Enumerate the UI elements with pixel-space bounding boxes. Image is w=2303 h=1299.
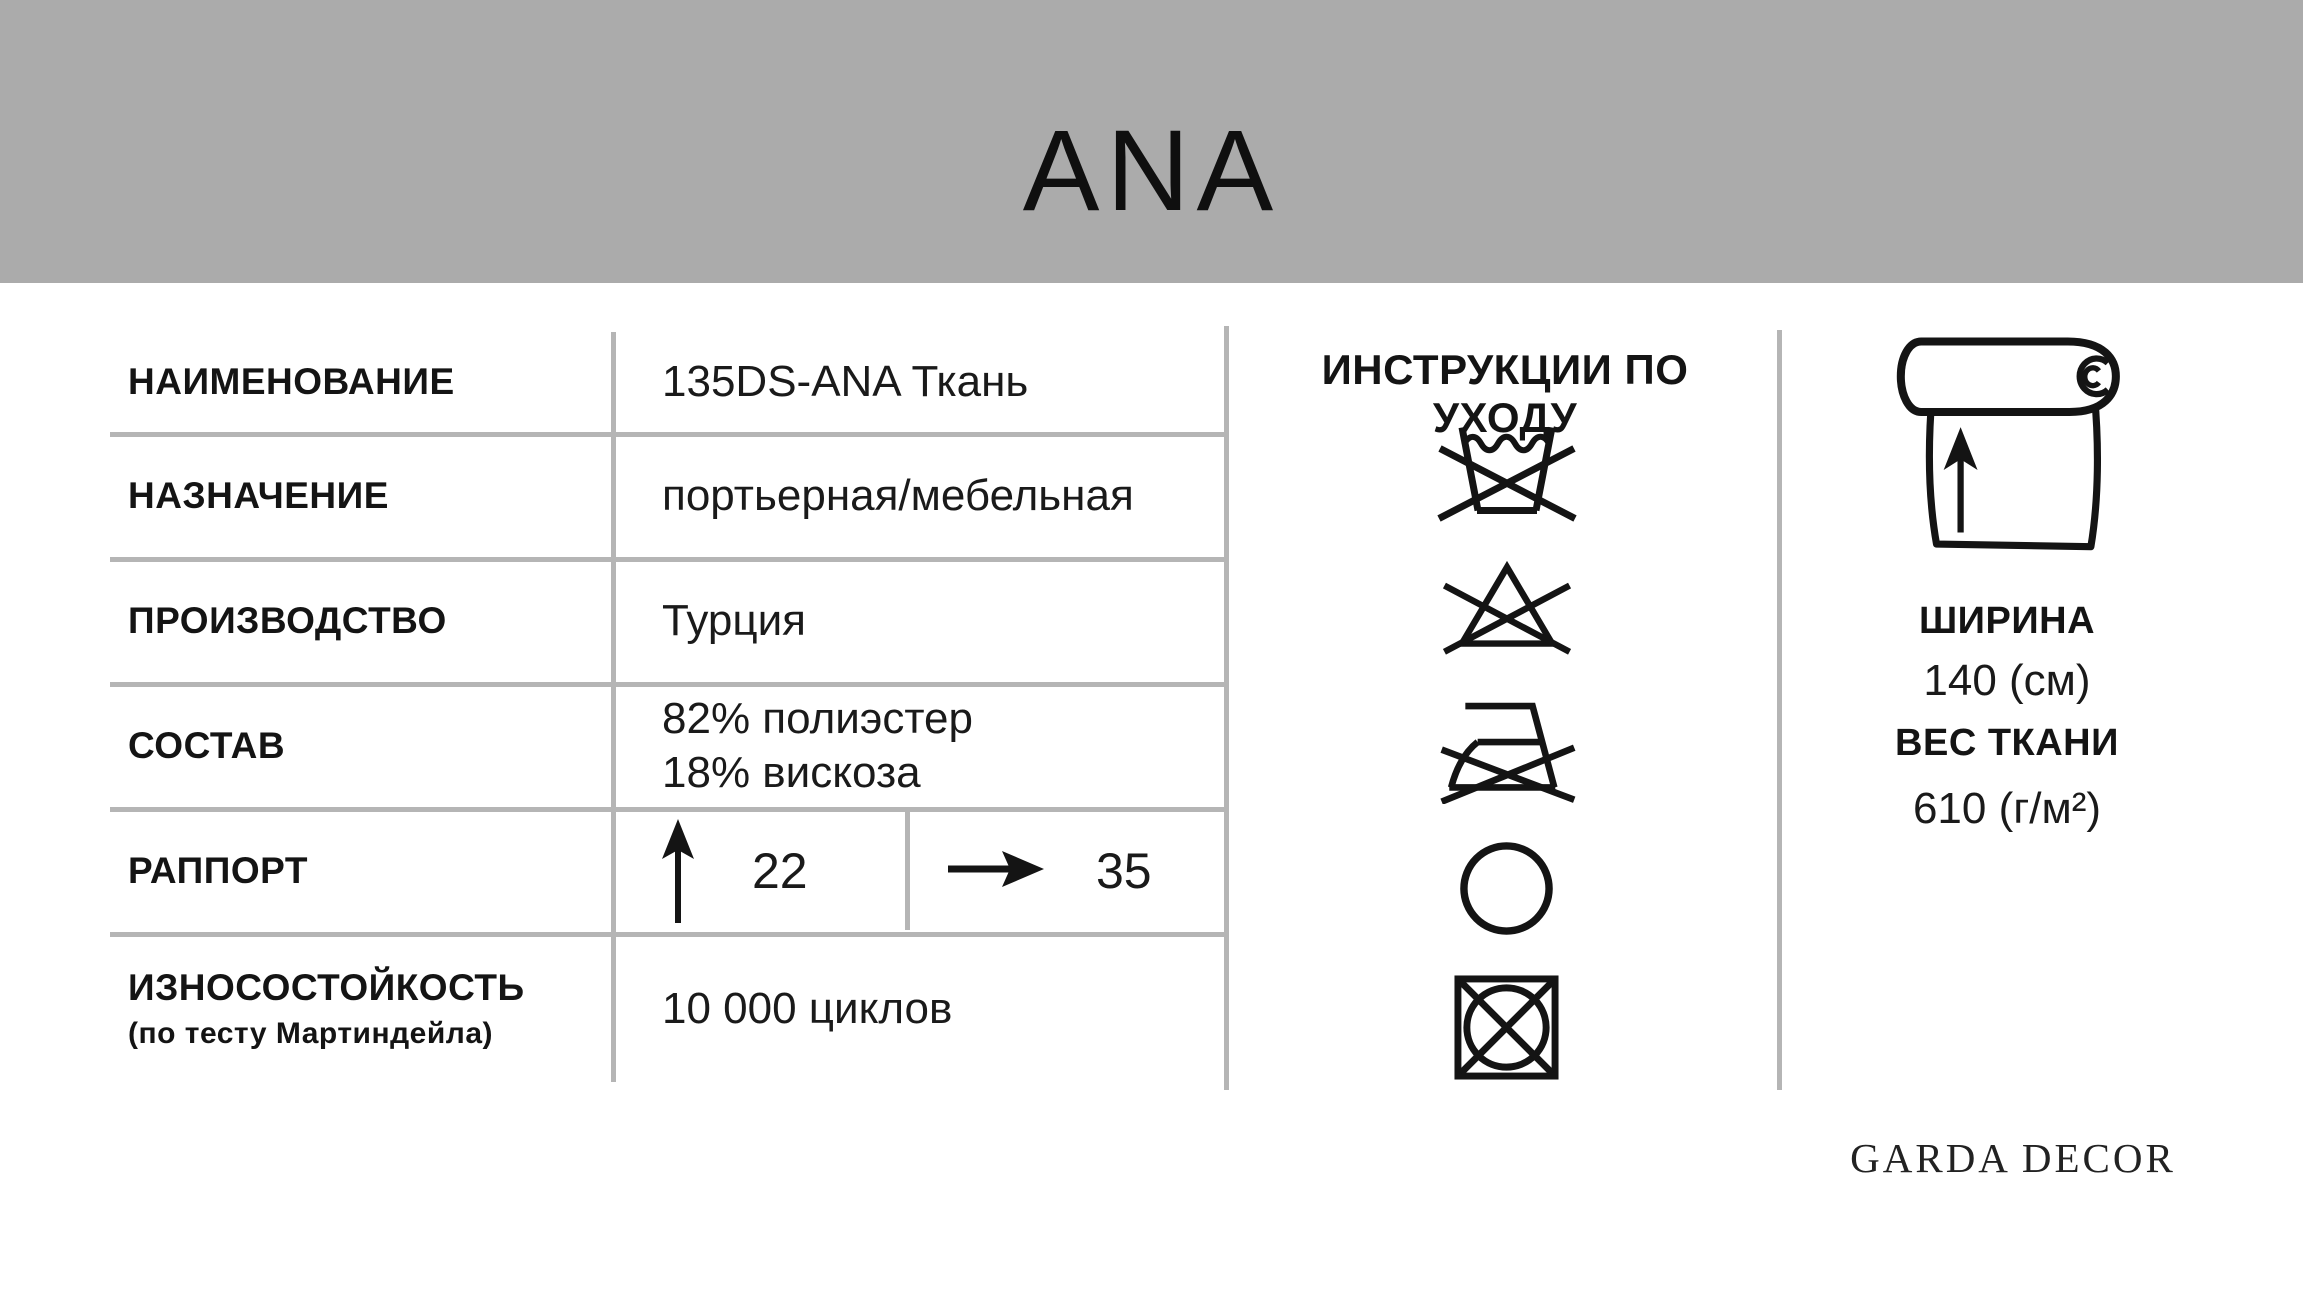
label-value-divider-line bbox=[611, 332, 616, 1082]
row-label-durability: ИЗНОСОСТОЙКОСТЬ (по тесту Мартиндейла) bbox=[128, 967, 525, 1050]
rapport-cell-divider-line bbox=[905, 810, 910, 930]
rapport-horizontal-value: 35 bbox=[1096, 842, 1152, 899]
section-divider-line bbox=[1777, 330, 1782, 1090]
weight-value: 610 (г/м²) bbox=[1912, 784, 2102, 833]
row-value-purpose: портьерная/мебельная bbox=[662, 470, 1134, 520]
width-label: ШИРИНА bbox=[1918, 600, 2096, 642]
row-label-rapport: РАППОРТ bbox=[128, 849, 308, 891]
width-value: 140 (см) bbox=[1923, 656, 2091, 705]
table-right-border-line bbox=[1224, 326, 1229, 1090]
do-not-iron-icon bbox=[1436, 699, 1578, 804]
brand-logo: GARDA DECOR bbox=[1850, 1135, 2176, 1181]
row-value-composition: 82% полиэстер 18% вискоза bbox=[662, 693, 973, 797]
row-label-name: НАИМЕНОВАНИЕ bbox=[128, 361, 455, 402]
do-not-tumble-dry-icon bbox=[1452, 973, 1561, 1082]
row-label-production: ПРОИЗВОДСТВО bbox=[128, 599, 447, 641]
dry-clean-icon bbox=[1458, 840, 1555, 937]
row-value-durability: 10 000 циклов bbox=[662, 984, 953, 1033]
rapport-horizontal-arrow-icon bbox=[948, 848, 1044, 890]
rapport-vertical-arrow-icon bbox=[655, 817, 701, 925]
row-value-name: 135DS-ANA Ткань bbox=[662, 357, 1029, 406]
care-instructions-title: ИНСТРУКЦИИ ПО УХОДУ bbox=[1321, 346, 1689, 441]
fabric-roll-icon bbox=[1891, 330, 2123, 560]
row-label-composition: СОСТАВ bbox=[128, 724, 286, 766]
page-title: ANA bbox=[1022, 106, 1281, 235]
do-not-wash-icon bbox=[1432, 424, 1582, 523]
do-not-bleach-icon bbox=[1438, 560, 1576, 659]
row-value-production: Турция bbox=[662, 595, 806, 645]
header-banner bbox=[0, 0, 2303, 283]
row-label-purpose: НАЗНАЧЕНИЕ bbox=[128, 474, 389, 516]
weight-label: ВЕС ТКАНИ bbox=[1895, 722, 2119, 764]
rapport-vertical-value: 22 bbox=[752, 842, 808, 899]
